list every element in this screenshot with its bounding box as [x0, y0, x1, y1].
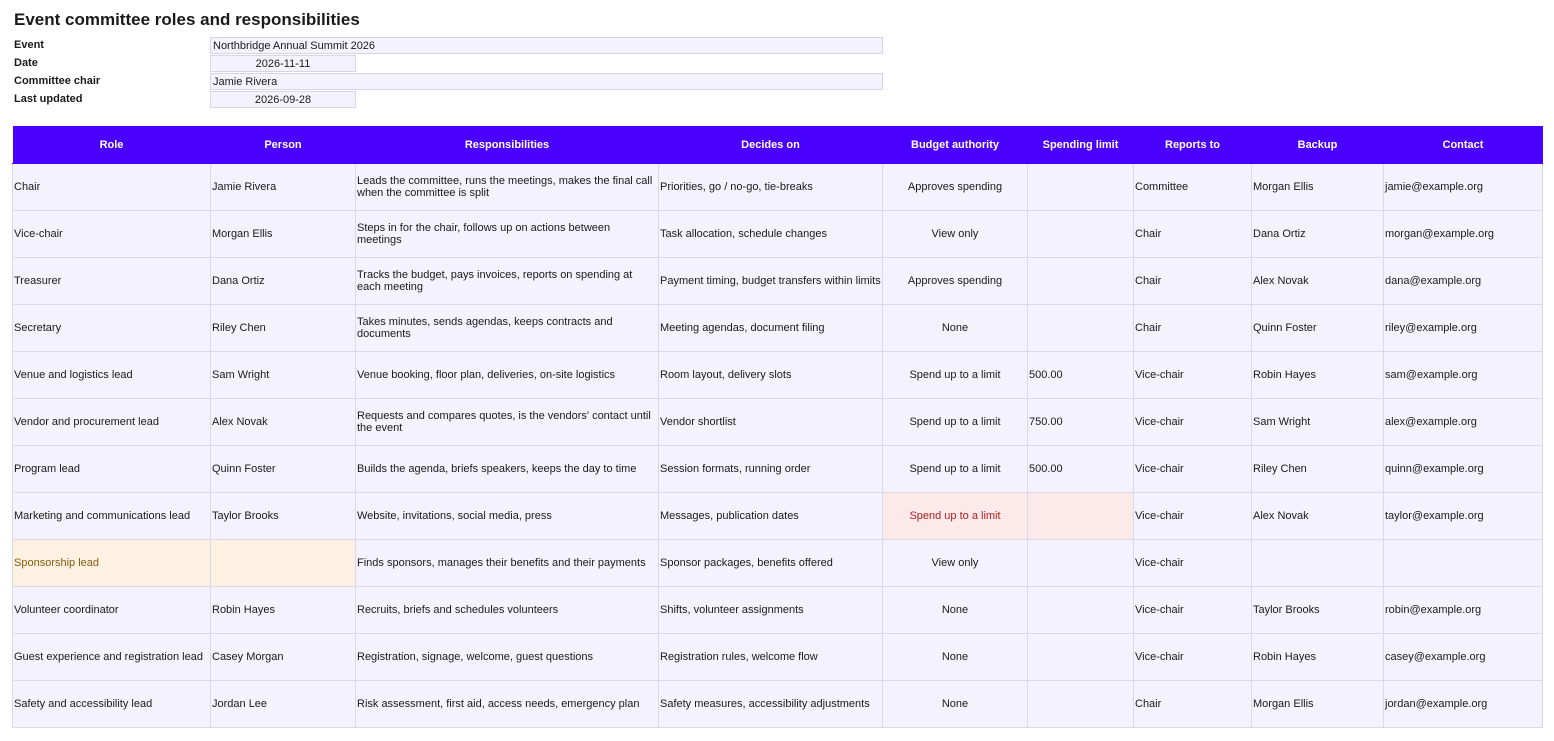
role-cell[interactable]: Venue and logistics lead — [13, 352, 211, 399]
table-row — [13, 493, 1543, 540]
person-cell[interactable]: Dana Ortiz — [211, 258, 356, 305]
responsibilities-cell[interactable]: Website, invitations, social media, press — [356, 493, 659, 540]
role-cell[interactable]: Guest experience and registration lead — [13, 634, 211, 681]
budget-authority-cell[interactable]: None — [883, 305, 1028, 352]
budget-authority-cell[interactable]: Spend up to a limit — [883, 399, 1028, 446]
backup-cell[interactable]: Riley Chen — [1252, 446, 1384, 493]
role-cell-unassigned[interactable]: Sponsorship lead — [13, 540, 211, 587]
page-title: Event committee roles and responsibilities — [14, 10, 360, 29]
person-cell[interactable]: Alex Novak — [211, 399, 356, 446]
table-row — [13, 587, 1543, 634]
responsibilities-cell[interactable]: Finds sponsors, manages their benefits and their payments — [356, 540, 659, 587]
budget-authority-cell[interactable]: Spend up to a limit — [883, 352, 1028, 399]
decides-on-cell[interactable]: Payment timing, budget transfers within limits — [659, 258, 883, 305]
decides-on-cell[interactable]: Sponsor packages, benefits offered — [659, 540, 883, 587]
header-row — [13, 127, 1543, 164]
backup-cell[interactable]: Taylor Brooks — [1252, 587, 1384, 634]
responsibilities-cell[interactable]: Recruits, briefs and schedules volunteers — [356, 587, 659, 634]
spending-limit-cell[interactable]: 500.00 — [1028, 446, 1134, 493]
responsibilities-cell[interactable]: Steps in for the chair, follows up on actions between meetings — [356, 211, 659, 258]
person-cell[interactable]: Jamie Rivera — [211, 164, 356, 211]
person-cell[interactable]: Taylor Brooks — [211, 493, 356, 540]
col-header-responsibilities[interactable]: Responsibilities — [356, 127, 659, 164]
col-header-role[interactable]: Role — [13, 127, 211, 164]
responsibilities-cell[interactable]: Risk assessment, first aid, access needs, emergency plan — [356, 681, 659, 728]
role-cell[interactable]: Program lead — [13, 446, 211, 493]
decides-on-cell[interactable]: Task allocation, schedule changes — [659, 211, 883, 258]
chair-field[interactable]: Jamie Rivera — [210, 73, 883, 90]
contact-cell[interactable]: alex@example.org — [1384, 399, 1543, 446]
responsibilities-cell[interactable]: Takes minutes, sends agendas, keeps contracts and documents — [356, 305, 659, 352]
reports-to-cell[interactable]: Vice-chair — [1134, 587, 1252, 634]
role-cell[interactable]: Marketing and communications lead — [13, 493, 211, 540]
contact-cell[interactable]: morgan@example.org — [1384, 211, 1543, 258]
decides-on-cell[interactable]: Priorities, go / no-go, tie-breaks — [659, 164, 883, 211]
role-cell[interactable]: Vice-chair — [13, 211, 211, 258]
updated-field[interactable]: 2026-09-28 — [210, 91, 356, 108]
backup-cell[interactable]: Alex Novak — [1252, 258, 1384, 305]
responsibilities-cell[interactable]: Registration, signage, welcome, guest questions — [356, 634, 659, 681]
decides-on-cell[interactable]: Shifts, volunteer assignments — [659, 587, 883, 634]
table-row — [13, 352, 1543, 399]
event-field[interactable]: Northbridge Annual Summit 2026 — [210, 37, 883, 54]
contact-cell[interactable]: jordan@example.org — [1384, 681, 1543, 728]
role-cell[interactable]: Vendor and procurement lead — [13, 399, 211, 446]
responsibilities-cell[interactable]: Venue booking, floor plan, deliveries, on-site logistics — [356, 352, 659, 399]
reports-to-cell[interactable]: Chair — [1134, 305, 1252, 352]
reports-to-cell[interactable]: Vice-chair — [1134, 540, 1252, 587]
col-header-budget-authority[interactable]: Budget authority — [883, 127, 1028, 164]
backup-cell[interactable]: Quinn Foster — [1252, 305, 1384, 352]
col-header-spending-limit[interactable]: Spending limit — [1028, 127, 1134, 164]
contact-cell[interactable]: jamie@example.org — [1384, 164, 1543, 211]
reports-to-cell[interactable]: Vice-chair — [1134, 446, 1252, 493]
date-label: Date — [14, 57, 38, 69]
responsibilities-cell[interactable]: Requests and compares quotes, is the vendors' contact until the event — [356, 399, 659, 446]
spending-limit-cell-missing[interactable] — [1028, 493, 1134, 540]
person-cell[interactable]: Quinn Foster — [211, 446, 356, 493]
contact-cell[interactable]: quinn@example.org — [1384, 446, 1543, 493]
contact-cell[interactable] — [1384, 540, 1543, 587]
backup-cell[interactable]: Morgan Ellis — [1252, 164, 1384, 211]
table-row — [13, 258, 1543, 305]
table-row — [13, 634, 1543, 681]
spending-limit-cell[interactable] — [1028, 634, 1134, 681]
budget-authority-cell[interactable]: Approves spending — [883, 258, 1028, 305]
chair-label: Committee chair — [14, 75, 101, 87]
backup-cell[interactable]: Morgan Ellis — [1252, 681, 1384, 728]
responsibilities-cell[interactable]: Tracks the budget, pays invoices, reports on spending at each meeting — [356, 258, 659, 305]
reports-to-cell[interactable]: Vice-chair — [1134, 399, 1252, 446]
table-row — [13, 399, 1543, 446]
col-header-reports-to[interactable]: Reports to — [1134, 127, 1252, 164]
role-cell[interactable]: Safety and accessibility lead — [13, 681, 211, 728]
backup-cell[interactable] — [1252, 540, 1384, 587]
budget-authority-cell-flagged[interactable]: Spend up to a limit — [883, 493, 1028, 540]
responsibilities-cell[interactable]: Leads the committee, runs the meetings, makes the final call when the committee is split — [356, 164, 659, 211]
spending-limit-cell[interactable] — [1028, 587, 1134, 634]
budget-authority-cell[interactable]: View only — [883, 211, 1028, 258]
table-row — [13, 681, 1543, 728]
spending-limit-cell[interactable]: 750.00 — [1028, 399, 1134, 446]
person-cell[interactable]: Morgan Ellis — [211, 211, 356, 258]
col-header-decides-on[interactable]: Decides on — [659, 127, 883, 164]
col-header-person[interactable]: Person — [211, 127, 356, 164]
contact-cell[interactable]: riley@example.org — [1384, 305, 1543, 352]
reports-to-cell[interactable]: Chair — [1134, 681, 1252, 728]
spending-limit-cell[interactable] — [1028, 681, 1134, 728]
reports-to-cell[interactable]: Vice-chair — [1134, 352, 1252, 399]
reports-to-cell[interactable]: Vice-chair — [1134, 634, 1252, 681]
reports-to-cell[interactable]: Committee — [1134, 164, 1252, 211]
table-row — [13, 211, 1543, 258]
event-label: Event — [14, 39, 44, 51]
budget-authority-cell[interactable]: None — [883, 634, 1028, 681]
role-cell[interactable]: Volunteer coordinator — [13, 587, 211, 634]
decides-on-cell[interactable]: Vendor shortlist — [659, 399, 883, 446]
date-field[interactable]: 2026-11-11 — [210, 55, 356, 72]
decides-on-cell[interactable]: Room layout, delivery slots — [659, 352, 883, 399]
table-row — [13, 164, 1543, 211]
budget-authority-cell[interactable]: None — [883, 587, 1028, 634]
decides-on-cell[interactable]: Messages, publication dates — [659, 493, 883, 540]
role-cell[interactable]: Secretary — [13, 305, 211, 352]
decides-on-cell[interactable]: Registration rules, welcome flow — [659, 634, 883, 681]
spending-limit-cell[interactable] — [1028, 258, 1134, 305]
table-row — [13, 446, 1543, 493]
contact-cell[interactable]: dana@example.org — [1384, 258, 1543, 305]
spending-limit-cell[interactable] — [1028, 164, 1134, 211]
person-cell-empty[interactable] — [211, 540, 356, 587]
decides-on-cell[interactable]: Session formats, running order — [659, 446, 883, 493]
contact-cell[interactable]: robin@example.org — [1384, 587, 1543, 634]
contact-cell[interactable]: casey@example.org — [1384, 634, 1543, 681]
budget-authority-cell[interactable]: None — [883, 681, 1028, 728]
decides-on-cell[interactable]: Meeting agendas, document filing — [659, 305, 883, 352]
spending-limit-cell[interactable] — [1028, 540, 1134, 587]
person-cell[interactable]: Jordan Lee — [211, 681, 356, 728]
backup-cell[interactable]: Dana Ortiz — [1252, 211, 1384, 258]
updated-label: Last updated — [14, 93, 83, 105]
decides-on-cell[interactable]: Safety measures, accessibility adjustments — [659, 681, 883, 728]
table-row — [13, 305, 1543, 352]
reports-to-cell[interactable]: Chair — [1134, 211, 1252, 258]
person-cell[interactable]: Sam Wright — [211, 352, 356, 399]
roles-table — [12, 126, 1543, 728]
spending-limit-cell[interactable]: 500.00 — [1028, 352, 1134, 399]
col-header-contact[interactable]: Contact — [1384, 127, 1543, 164]
contact-cell[interactable]: taylor@example.org — [1384, 493, 1543, 540]
person-cell[interactable]: Robin Hayes — [211, 587, 356, 634]
contact-cell[interactable]: sam@example.org — [1384, 352, 1543, 399]
person-cell[interactable]: Riley Chen — [211, 305, 356, 352]
spending-limit-cell[interactable] — [1028, 305, 1134, 352]
spending-limit-cell[interactable] — [1028, 211, 1134, 258]
backup-cell[interactable]: Alex Novak — [1252, 493, 1384, 540]
budget-authority-cell[interactable]: Approves spending — [883, 164, 1028, 211]
budget-authority-cell[interactable]: View only — [883, 540, 1028, 587]
budget-authority-cell[interactable]: Spend up to a limit — [883, 446, 1028, 493]
table-row — [13, 540, 1543, 587]
role-cell[interactable]: Chair — [13, 164, 211, 211]
backup-cell[interactable]: Robin Hayes — [1252, 634, 1384, 681]
reports-to-cell[interactable]: Vice-chair — [1134, 493, 1252, 540]
person-cell[interactable]: Casey Morgan — [211, 634, 356, 681]
role-cell[interactable]: Treasurer — [13, 258, 211, 305]
responsibilities-cell[interactable]: Builds the agenda, briefs speakers, keeps the day to time — [356, 446, 659, 493]
col-header-backup[interactable]: Backup — [1252, 127, 1384, 164]
reports-to-cell[interactable]: Chair — [1134, 258, 1252, 305]
backup-cell[interactable]: Sam Wright — [1252, 399, 1384, 446]
backup-cell[interactable]: Robin Hayes — [1252, 352, 1384, 399]
